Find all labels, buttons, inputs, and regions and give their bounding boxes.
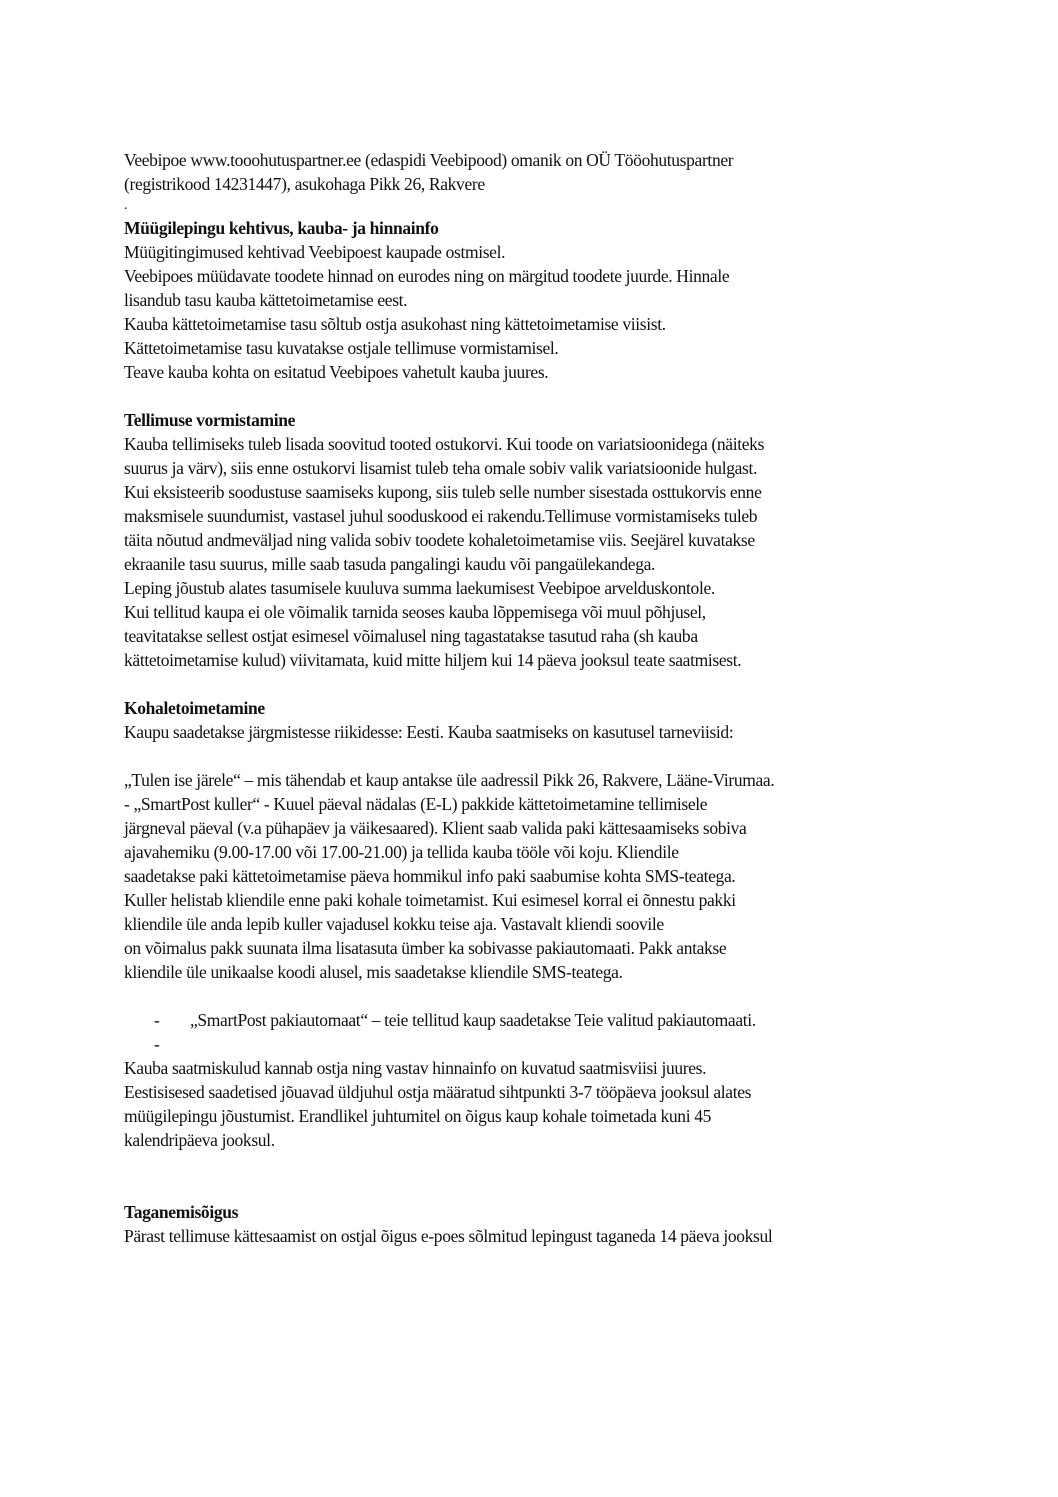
- text-line: suurus ja värv), siis enne ostukorvi lisamist tuleb teha omale sobiv valik variatsioonide hulgast.: [124, 458, 758, 478]
- text-line: Müügitingimused kehtivad Veebipoest kaupade ostmisel.: [124, 242, 506, 262]
- spacer: [124, 1152, 944, 1176]
- text-line: kliendile üle anda lepib kuller vajadusel kokku teise aja. Vastavalt kliendi soovile: [124, 914, 664, 934]
- section-heading: Taganemisõigus: [124, 1202, 239, 1222]
- text-line: Eestisisesed saadetised jõuavad üldjuhul ostja määratud sihtpunkti 3-7 tööpäeva jooksul alates: [124, 1082, 752, 1102]
- section-heading: Kohaletoimetamine: [124, 698, 265, 718]
- text-line: Kauba saatmiskulud kannab ostja ning vastav hinnainfo on kuvatud saatmisviisi juures.: [124, 1058, 707, 1078]
- text-line: maksmisele suundumist, vastasel juhul sooduskood ei rakendu.Tellimuse vormistamiseks tuleb: [124, 506, 758, 526]
- text-line: Teave kauba kohta on esitatud Veebipoes vahetult kauba juures.: [124, 362, 549, 382]
- text-line: Leping jõustub alates tasumisele kuuluva summa laekumisest Veebipoe arvelduskontole.: [124, 578, 715, 598]
- document-page: [124, 148, 944, 1248]
- text-line: järgneval päeval (v.a pühapäev ja väikesaared). Klient saab valida paki kättesaamiseks sobiva: [124, 818, 747, 838]
- spacer: [124, 384, 944, 408]
- spacer: [124, 1176, 944, 1200]
- text-line: ekraanile tasu suurus, mille saab tasuda pangalingi kaudu või pangaülekandega.: [124, 554, 656, 574]
- section-order: [124, 408, 944, 672]
- pickup-option: „Tulen ise järele“ – mis tähendab et kaup antakse üle aadressil Pikk 26, Rakvere, Lääne-Virumaa.: [124, 770, 775, 790]
- spacer: [124, 984, 944, 1008]
- text-line: kalendripäeva jooksul.: [124, 1130, 275, 1150]
- text-line: Pärast tellimuse kättesaamist on ostjal õigus e-poes sõlmitud lepingust taganeda 14 päeva jooksul: [124, 1226, 773, 1246]
- bullet-text: [190, 1032, 944, 1056]
- text-line: on võimalus pakk suunata ilma lisatasuta ümber ka sobivasse pakiautomaati. Pakk antakse: [124, 938, 727, 958]
- text-line: lisandub tasu kauba kättetoimetamise eest.: [124, 290, 408, 310]
- text-line: Kaupu saadetakse järgmistesse riikidesse: Eesti. Kauba saatmiseks on kasutusel tarneviisid:: [124, 722, 734, 742]
- text-line: teavitatakse sellest ostjat esimesel võimalusel ning tagastatakse tasutud raha (sh kauba: [124, 626, 698, 646]
- text-line: Kauba kättetoimetamise tasu sõltub ostja asukohast ning kättetoimetamise viisist.: [124, 314, 666, 334]
- section-heading: Tellimuse vormistamine: [124, 410, 296, 430]
- bullet-text: „SmartPost pakiautomaat“ – teie tellitud kaup saadetakse Teie valitud pakiautomaati.: [190, 1010, 756, 1030]
- section-withdrawal: [124, 1200, 944, 1248]
- text-line: Veebipoes müüdavate toodete hinnad on eurodes ning on märgitud toodete juurde. Hinnale: [124, 266, 730, 286]
- text-line: Veebipoe www.tooohutuspartner.ee (edaspidi Veebipood) omanik on OÜ Tööohutuspartner: [124, 150, 734, 170]
- spacer: [124, 672, 944, 696]
- text-line: täita nõutud andmeväljad ning valida sobiv toodete kohaletoimetamise viis. Seejärel kuvatakse: [124, 530, 755, 550]
- text-line: Kauba tellimiseks tuleb lisada soovitud tooted ostukorvi. Kui toode on variatsioonidega (näiteks: [124, 434, 765, 454]
- section-delivery: [124, 696, 944, 1152]
- spacer: [124, 744, 944, 768]
- text-line: (registrikood 14231447), asukohaga Pikk 26, Rakvere: [124, 174, 485, 194]
- text-line: saadetakse paki kättetoimetamise päeva hommikul info paki saabumise kohta SMS-teatega.: [124, 866, 736, 886]
- intro-paragraph: [124, 148, 944, 196]
- text-line: kliendile üle unikaalse koodi alusel, mis saadetakse kliendile SMS-teatega.: [124, 962, 623, 982]
- text-line: Kui tellitud kaupa ei ole võimalik tarnida seoses kauba lõppemisega või muul põhjusel,: [124, 602, 706, 622]
- bullet-marker: -: [154, 1010, 160, 1030]
- bullet-marker: -: [154, 1034, 160, 1054]
- text-line: - „SmartPost kuller“ - Kuuel päeval nädalas (E-L) pakkide kättetoimetamine tellimisele: [124, 794, 708, 814]
- section-heading: Müügilepingu kehtivus, kauba- ja hinnainfo: [124, 218, 439, 238]
- bullet-item: [124, 1032, 944, 1056]
- text-line: Kuller helistab kliendile enne paki kohale toimetamist. Kui esimesel korral ei õnnestu pakki: [124, 890, 736, 910]
- text-line: müügilepingu jõustumist. Erandlikel juhtumitel on õigus kaup kohale toimetada kuni 45: [124, 1106, 712, 1126]
- section-sale: [124, 216, 944, 384]
- text-line: ajavahemiku (9.00-17.00 või 17.00-21.00) ja tellida kauba tööle või koju. Kliendile: [124, 842, 679, 862]
- bullet-item: [124, 1008, 944, 1032]
- separator-dot: .: [124, 198, 128, 213]
- text-line: Kättetoimetamise tasu kuvatakse ostjale tellimuse vormistamisel.: [124, 338, 559, 358]
- text-line: Kui eksisteerib soodustuse saamiseks kupong, siis tuleb selle number sisestada osttukorvis enne: [124, 482, 762, 502]
- text-line: kättetoimetamise kulud) viivitamata, kuid mitte hiljem kui 14 päeva jooksul teate saatmisest.: [124, 650, 742, 670]
